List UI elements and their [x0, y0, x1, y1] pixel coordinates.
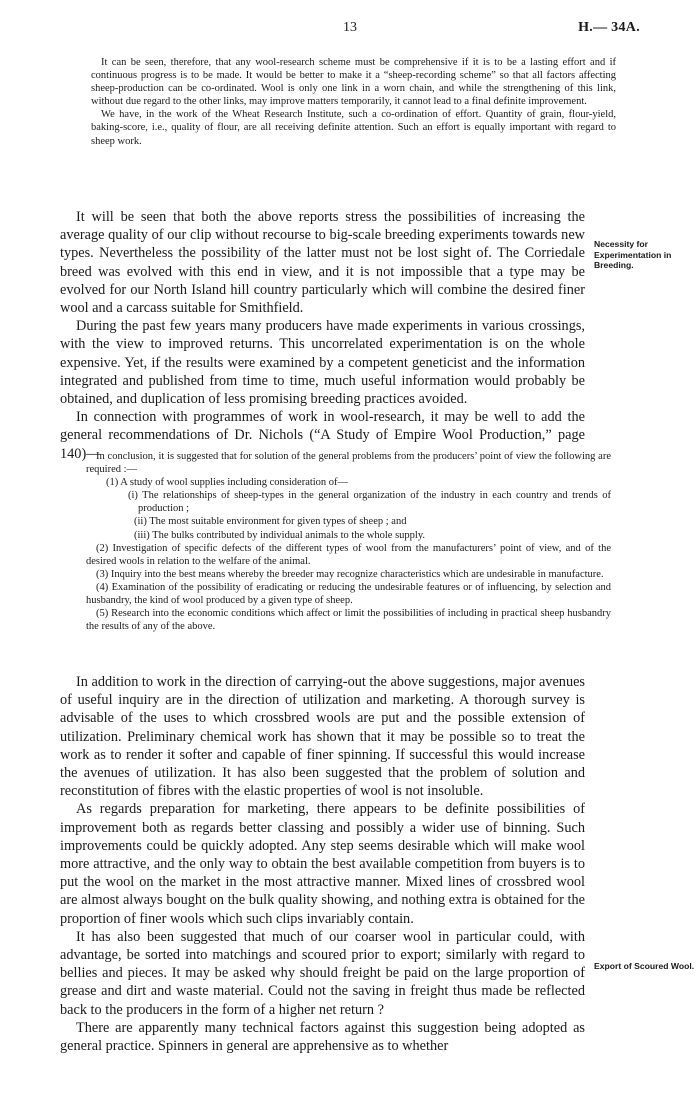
quote-paragraph: We have, in the work of the Wheat Research Institute, such a co-ordination of effort. Quantity of grain, flour-yield, baking-score, i.e., quality of flour, are all receiving definite attention. Such an effort is equally important with regard to sheep work.: [91, 109, 616, 147]
list-subitem: (iii) The bulks contributed by individual animals to the whole supply.: [134, 529, 426, 541]
nichols-recommendations-list: [60, 450, 615, 633]
body-paragraph: It has also been suggested that much of our coarser wool in particular could, with advantage, be sorted into matchings and scoured prior to export; similarly with regard to bellies and pieces. It may be asked why should freight be paid on the large proportion of grease and dirt and waste material. Could not the saving in freight thus made be reflected back to the producers in the form of a higher net return ?: [60, 928, 585, 1018]
list-intro: In conclusion, it is suggested that for solution of the general problems from the producers’ point of view the following are required :—: [86, 451, 611, 476]
body-paragraph: In connection with programmes of work in wool-research, it may be well to add the general recommendations of Dr. Nichols (“A Study of Empire Wool Production,” page 140)—: [60, 409, 585, 462]
margin-note-scoured-wool: Export of Scoured Wool.: [594, 961, 695, 971]
main-text-section-1: [60, 208, 585, 463]
list-item: (4) Examination of the possibility of eradicating or reducing the undesirable features or of influencing, by selection and husbandry, the kind of wool produced by a given type of sheep.: [86, 581, 611, 607]
list-item: (5) Research into the economic conditions which affect or limit the possibilities of including in practical sheep husbandry the results of any of the above.: [86, 608, 611, 633]
quoted-report-passage: [60, 56, 622, 148]
body-paragraph: During the past few years many producers have made experiments in various crossings, with the view to improved returns. This uncorrelated experimentation is on the whole expensive. Yet, if the results were examined by a competent geneticist and the information integrated and published from time to time, much useful information would probably be obtained, and duplication of less promising breeding practices avoided.: [60, 318, 585, 408]
list-subitem: (i) The relationships of sheep-types in the general organization of the industry in each country and trends of production ;: [128, 490, 611, 515]
quote-paragraph: It can be seen, therefore, that any wool-research scheme must be comprehensive if it is to be a lasting effort and if continuous progress is to be made. It would be better to make it a “sheep-recording scheme” so that all factors affecting sheep-production can be co-ordinated. Wool is only one link in a worn chain, and while the strengthening of this link, without due regard to the other links, may improve matters temporarily, it cannot lead to a final definite improvement.: [91, 57, 616, 108]
body-paragraph: In addition to work in the direction of carrying-out the above suggestions, major avenues of useful inquiry are in the direction of utilization and marketing. A thorough survey is advisable of the uses to which crossbred wools are put and the possible extension of utilization. Preliminary chemical work has shown that it may be possible so to treat the work as to render it softer and capable of finer spinning. If successful this would increase the avenues of utilization. It has also been suggested that the problem of solution and reconstitution of fibres with the elastic properties of wool is not insoluble.: [60, 674, 585, 800]
margin-note-breeding: Necessity for Experimentation in Breeding.: [594, 239, 672, 271]
list-item: (2) Investigation of specific defects of the different types of wool from the manufacturers’ point of view, and of the desired wools in relation to the welfare of the animal.: [86, 542, 611, 567]
body-paragraph: As regards preparation for marketing, there appears to be definite possibilities of improvement both as regards better classing and possibly a wider use of binning. Such improvements could be quickly adopted. Any step seems desirable which will make wool more attractive, and the only way to obtain the best available competition from buyers is to put the wool on the market in the most attractive manner. Mixed lines of crossbred wool are almost always bought on the bulk quality showing, and nothing extra is obtained for the proportion of finer wools which such clips invariably contain.: [60, 801, 585, 927]
document-reference: H.— 34A.: [578, 20, 640, 35]
list-item: (1) A study of wool supplies including consideration of—: [106, 477, 349, 489]
main-text-section-2: [60, 673, 585, 1055]
body-paragraph: There are apparently many technical factors against this suggestion being adopted as general practice. Spinners in general are apprehensive as to whether: [60, 1019, 585, 1055]
body-paragraph: It will be seen that both the above reports stress the possibilities of increasing the average quality of our clip without recourse to big-scale breeding experiments towards new types. Nevertheless the possibility of the latter must not be lost sight of. The Corriedale breed was evolved with this end in view, and it is not impossible that a type may be evolved for our North Island hill country particularly which will combine the desired finer wool and a carcass suitable for Smithfield.: [60, 209, 585, 317]
page-number: 13: [343, 20, 357, 35]
list-item: (3) Inquiry into the best means whereby the breeder may recognize characteristics which are undesirable in manufacture.: [96, 568, 604, 580]
list-subitem: (ii) The most suitable environment for given types of sheep ; and: [134, 516, 407, 528]
